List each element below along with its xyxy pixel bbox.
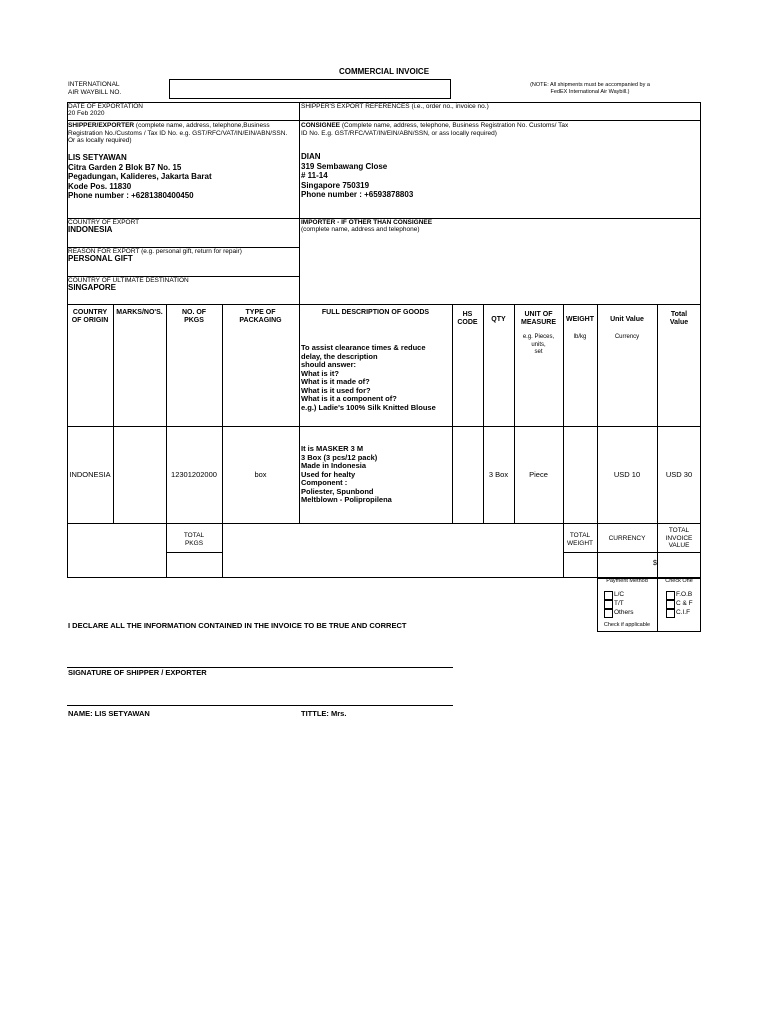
total-invoice-value[interactable]: $ — [653, 560, 657, 567]
check-cif-checkbox[interactable] — [666, 609, 675, 618]
col-header-origin: COUNTRY OF ORIGIN — [71, 309, 109, 324]
total-weight-label: TOTAL WEIGHT — [567, 532, 593, 547]
cell-unit-value[interactable]: USD 10 — [613, 470, 641, 479]
payment-others-checkbox[interactable] — [604, 609, 613, 618]
col-header-hs-code: HS CODE — [457, 311, 478, 326]
title-field[interactable]: TITTLE: Mrs. — [301, 709, 347, 718]
payment-others-label: Others — [614, 609, 634, 616]
consignee-label-title: CONSIGNEE — [301, 122, 341, 129]
cell-packaging[interactable]: box — [254, 470, 267, 479]
currency-hint: Currency — [614, 334, 640, 340]
check-one-label: Check One — [665, 578, 693, 584]
shipper-label-desc: (complete name, address, telephone,Business Registration No./Customs / Tax ID No. e.g. GST/RFC/VAT/IN/EIN/ABN/SSN. Or as locally required) — [68, 122, 288, 144]
description-guidance: To assist clearance times & reduce delay, the description should answer: What is it? What is it made of? What is it used for? What is it a component of? e.g.) Ladie's 100% Silk Knitted Blouse — [301, 343, 436, 412]
name-field[interactable]: NAME: LIS SETYAWAN — [68, 709, 150, 718]
check-fob-checkbox[interactable] — [666, 591, 675, 600]
country-export-label: COUNTRY OF EXPORT — [68, 219, 140, 226]
export-refs-label: SHIPPER'S EXPORT REFERENCES (i.e., order no., invoice no.) — [301, 103, 489, 110]
total-invoice-label: TOTAL INVOICE VALUE — [665, 527, 693, 549]
airwaybill-field[interactable] — [169, 79, 451, 99]
payment-tt-label: T/T — [614, 600, 624, 607]
country-destination-label: COUNTRY OF ULTIMATE DESTINATION — [68, 277, 189, 284]
col-header-unit-value: Unit Value — [610, 316, 644, 323]
check-cf-checkbox[interactable] — [666, 600, 675, 609]
col-header-description: FULL DESCRIPTION OF GOODS — [321, 309, 430, 316]
col-header-marks: MARKS/NO'S. — [116, 309, 163, 316]
col-header-total-value: Total Value — [669, 311, 689, 326]
col-header-weight: WEIGHT — [566, 316, 594, 323]
payment-lc-checkbox[interactable] — [604, 591, 613, 600]
col-header-unit-measure: UNIT OF MEASURE — [520, 311, 556, 326]
cell-description[interactable]: It is MASKER 3 M 3 Box (3 pcs/12 pack) Made in Indonesia Used for healty Component : Poliester, Spunbond Meltblown - Polipropilena — [301, 444, 392, 504]
payment-tt-checkbox[interactable] — [604, 600, 613, 609]
cell-total-value[interactable]: USD 30 — [665, 470, 693, 479]
consignee-label-desc: (Complete name, address, telephone, Business Registration No. Customs/ Tax ID No. E.g. GST/RFC/VAT/IN/EIN/ABN/SSN, or ass locally required) — [301, 122, 569, 137]
payment-method-label: Payment Method — [606, 578, 648, 584]
airwaybill-note: (NOTE: All shipments must be accompanied by a FedEX International Air Waybill.) — [530, 82, 650, 95]
weight-hint: lb/kg — [573, 334, 587, 340]
country-destination-value[interactable]: SINGAPORE — [68, 283, 117, 292]
signature-label: SIGNATURE OF SHIPPER / EXPORTER — [68, 668, 207, 677]
consignee-label — [301, 122, 571, 137]
country-export-value[interactable]: INDONESIA — [68, 225, 113, 234]
export-date-label: DATE OF EXPORTATION — [68, 103, 143, 110]
col-header-qty: QTY — [491, 316, 506, 323]
export-date-value[interactable]: 20 Feb 2020 — [68, 110, 105, 117]
check-cif-label: C.I.F — [676, 609, 691, 616]
cell-unit-measure[interactable]: Piece — [529, 470, 548, 479]
shipper-label — [68, 122, 296, 145]
cell-origin[interactable]: INDONESIA — [69, 470, 111, 479]
shipper-label-title: SHIPPER/EXPORTER — [68, 122, 135, 129]
reason-value[interactable]: PERSONAL GIFT — [68, 254, 133, 263]
name-line — [67, 705, 453, 706]
reason-label: REASON FOR EXPORT (e.g. personal gift, return for repair) — [68, 248, 242, 255]
col-header-packaging: TYPE OF PACKAGING — [239, 309, 282, 324]
check-cf-label: C & F — [676, 600, 693, 607]
importer-label: IMPORTER - IF OTHER THAN CONSIGNEE — [301, 219, 433, 226]
shipper-address[interactable]: LIS SETYAWAN Citra Garden 2 Blok B7 No. 15 Pegadungan, Kalideres, Jakarta Barat Kode Pos. 11830 Phone number : +6281380400450 — [68, 153, 212, 200]
page-title: COMMERCIAL INVOICE — [338, 67, 430, 76]
col-header-pkgs: NO. OF PKGS — [181, 309, 207, 324]
cell-qty[interactable]: 3 Box — [488, 470, 509, 479]
total-pkgs-label: TOTAL PKGS — [183, 532, 205, 547]
cell-pkgs[interactable]: 12301202000 — [171, 470, 217, 479]
check-fob-label: F.O.B — [676, 591, 693, 598]
payment-lc-label: L/C — [614, 591, 625, 598]
airwaybill-label: INTERNATIONAL AIR WAYBILL NO. — [68, 81, 122, 96]
currency-label: CURRENCY — [608, 535, 646, 542]
consignee-address[interactable]: DIAN 319 Sembawang Close # 11-14 Singapore 750319 Phone number : +6593878803 — [301, 152, 414, 199]
declaration-text: I DECLARE ALL THE INFORMATION CONTAINED IN THE INVOICE TO BE TRUE AND CORRECT — [68, 621, 407, 630]
importer-desc: (complete name, address and telephone) — [301, 226, 420, 233]
payment-note: Check if applicable — [603, 622, 651, 628]
unit-measure-hint: e.g. Pieces, units, set — [522, 334, 555, 355]
